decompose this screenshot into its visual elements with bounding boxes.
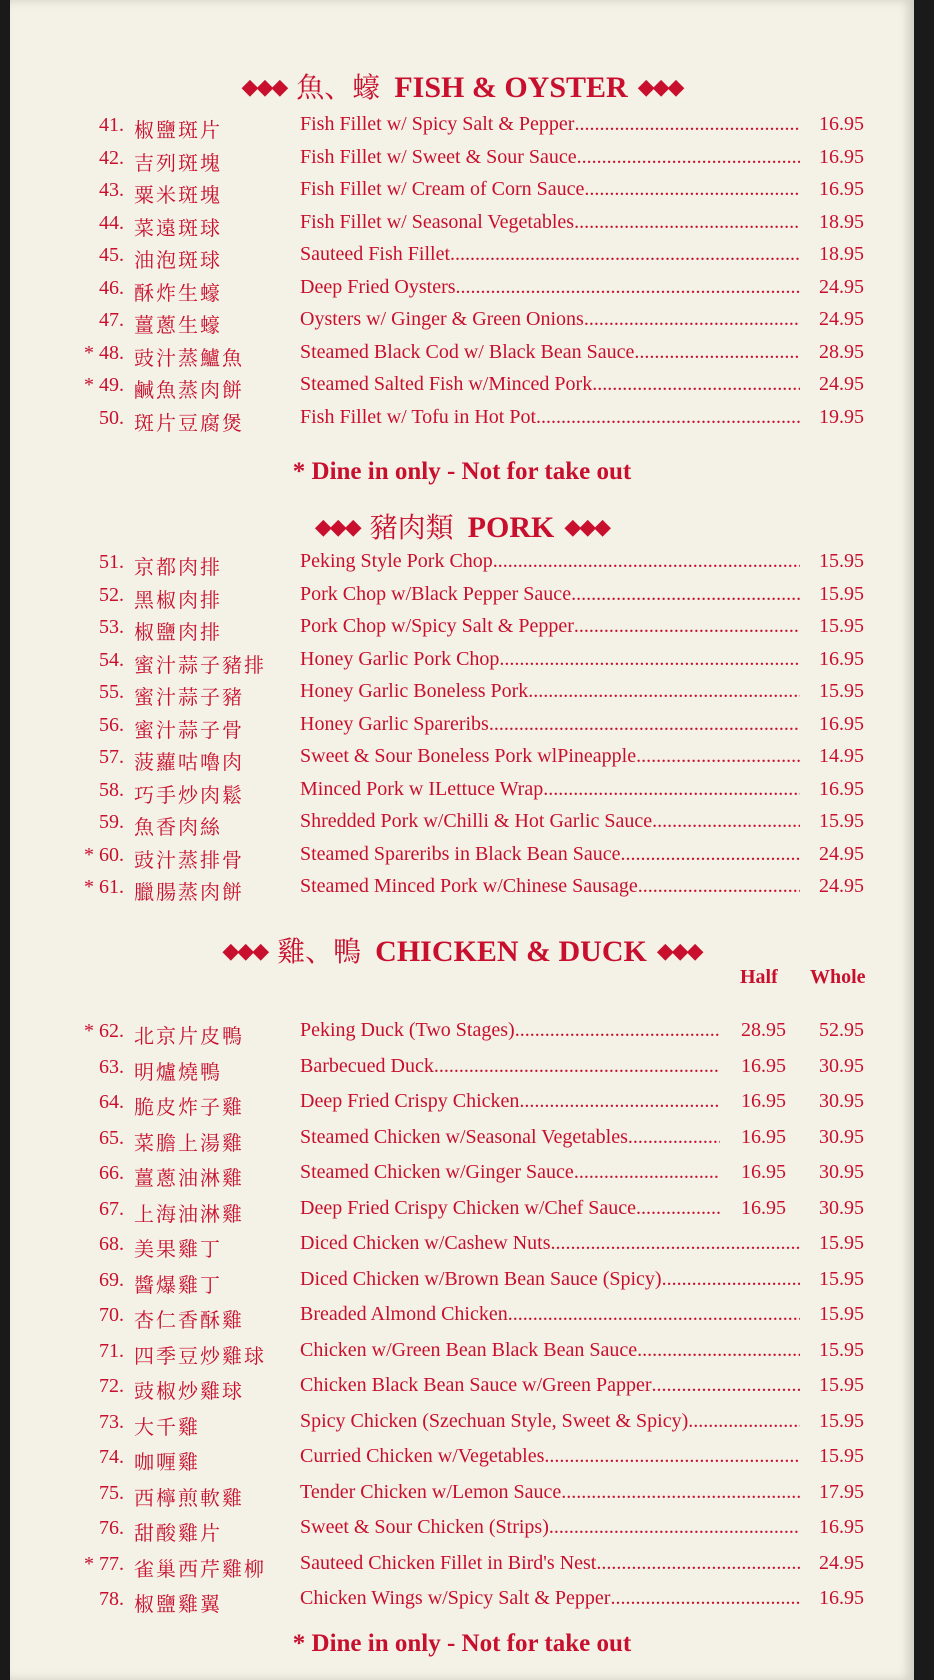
menu-item	[10, 840, 914, 872]
item-number: 45.	[99, 244, 124, 266]
dot-leader	[549, 1516, 800, 1539]
item-name-en-text: Fish Fillet w/ Seasonal Vegetables	[300, 210, 575, 233]
item-price: 15.95	[819, 1338, 864, 1361]
price-whole: 30.95	[819, 1090, 864, 1112]
dot-leader	[638, 875, 800, 898]
item-number: 52.	[99, 583, 124, 606]
item-name-en-text: Tender Chicken w/Lemon Sauce	[300, 1480, 562, 1503]
item-name-cn: 椒鹽肉排	[134, 622, 222, 644]
diamond-ornament-icon: ◆◆◆	[222, 938, 268, 963]
item-name-cn: 菜遠斑球	[134, 217, 222, 240]
dot-leader	[519, 1090, 720, 1113]
item-name-en	[300, 373, 800, 396]
item-name-en	[300, 1019, 720, 1042]
item-price: 17.95	[819, 1480, 864, 1503]
dine-in-note: * Dine in only - Not for take out	[292, 458, 632, 485]
item-name-cn: 明爐燒鴨	[134, 1061, 222, 1084]
item-name-en	[300, 810, 800, 833]
item-name-en	[300, 1410, 800, 1433]
price-half: 16.95	[741, 1054, 786, 1077]
item-name-cn: 鹹魚蒸肉餅	[134, 380, 244, 402]
item-price: 24.95	[819, 842, 864, 865]
item-name-en-text: Spicy Chicken (Szechuan Style, Sweet & Spicy)	[300, 1409, 689, 1432]
item-name-cn: 椒鹽斑片	[134, 120, 222, 142]
item-name-cn: 豉汁蒸鱸魚	[134, 347, 244, 370]
item-name-cn: 雀巢西芹雞柳	[134, 1558, 266, 1581]
menu-item	[10, 872, 914, 904]
dot-leader	[450, 243, 800, 266]
price-half: 16.95	[741, 1090, 786, 1112]
item-name-cn: 臘腸蒸肉餅	[134, 882, 244, 904]
item-name-cn: 北京片皮鴨	[134, 1026, 244, 1048]
section-title-pork	[10, 506, 914, 546]
dot-leader	[662, 1268, 800, 1291]
item-name-cn: 脆皮炸子雞	[134, 1097, 244, 1119]
item-name-cn: 蜜汁蒜子豬	[134, 687, 244, 709]
item-name-en	[300, 341, 800, 364]
item-name-cn: 吉列斑塊	[134, 152, 222, 175]
item-name-cn: 黑椒肉排	[134, 589, 222, 612]
dot-leader	[571, 583, 800, 606]
dot-leader	[574, 615, 800, 638]
item-name-cn: 上海油淋雞	[134, 1203, 244, 1226]
price-whole: 30.95	[819, 1196, 864, 1219]
menu-item	[10, 1229, 914, 1261]
item-price: 15.95	[819, 1445, 864, 1467]
item-name-cn: 斑片豆腐煲	[134, 412, 244, 435]
section-title-chicken-duck	[10, 930, 914, 970]
item-number: 41.	[99, 114, 124, 136]
item-name-cn: 美果雞丁	[134, 1239, 222, 1261]
item-price: 15.95	[819, 1267, 864, 1290]
item-name-en	[300, 211, 800, 234]
menu-item	[10, 1265, 914, 1297]
item-name-en	[300, 1516, 800, 1539]
dot-leader	[592, 373, 800, 396]
item-number: * 77.	[84, 1552, 124, 1575]
item-name-cn: 蜜汁蒜子豬排	[134, 654, 266, 677]
item-name-en-text: Sweet & Sour Chicken (Strips)	[300, 1516, 549, 1538]
menu-item	[10, 1052, 914, 1084]
item-name-en-text: Fish Fillet w/ Cream of Corn Sauce	[300, 178, 585, 200]
price-whole: 30.95	[819, 1125, 864, 1148]
item-price: 28.95	[819, 340, 864, 363]
menu-item	[10, 305, 914, 337]
item-number: * 62.	[84, 1020, 124, 1042]
dot-leader	[634, 341, 800, 364]
menu-item	[10, 645, 914, 677]
item-name-en-text: Steamed Black Cod w/ Black Bean Sauce	[300, 340, 635, 363]
item-name-cn: 粟米斑塊	[134, 185, 222, 207]
section-title-en: PORK	[467, 511, 555, 544]
item-price: 15.95	[819, 1303, 864, 1325]
diamond-ornament-icon: ◆◆◆	[564, 514, 610, 539]
item-name-en-text: Pork Chop w/Black Pepper Sauce	[300, 582, 572, 605]
item-name-en-text: Steamed Spareribs in Black Bean Sauce	[300, 842, 621, 865]
item-price: 15.95	[819, 1232, 864, 1254]
item-number: 43.	[99, 179, 124, 201]
diamond-ornament-icon: ◆◆◆	[241, 74, 287, 99]
item-number: 56.	[99, 713, 124, 736]
item-price: 16.95	[819, 647, 864, 670]
item-name-en-text: Chicken w/Green Bean Black Bean Sauce	[300, 1338, 638, 1361]
menu-page	[10, 0, 914, 1680]
dot-leader	[551, 1232, 800, 1255]
item-name-en-text: Honey Garlic Boneless Pork	[300, 680, 529, 702]
diamond-ornament-icon: ◆◆◆	[656, 938, 702, 963]
item-name-en	[300, 178, 800, 201]
item-name-en	[300, 276, 800, 299]
item-name-en	[300, 680, 800, 703]
item-name-cn: 巧手炒肉鬆	[134, 784, 244, 807]
item-name-en	[300, 1445, 800, 1468]
menu-item	[10, 775, 914, 807]
item-price: 15.95	[819, 680, 864, 702]
item-price: 15.95	[819, 1374, 864, 1396]
section-title-en: FISH & OYSTER	[394, 71, 628, 104]
item-price: 18.95	[819, 243, 864, 265]
item-name-cn: 薑蔥生蠔	[134, 315, 222, 337]
item-name-en	[300, 1268, 800, 1291]
item-name-cn: 咖喱雞	[134, 1452, 200, 1474]
price-half: 28.95	[741, 1019, 786, 1041]
dot-leader	[636, 1197, 720, 1220]
item-name-en-text: Chicken Black Bean Sauce w/Green Papper	[300, 1374, 652, 1396]
item-name-cn: 四季豆炒雞球	[134, 1345, 266, 1368]
item-name-en	[300, 1055, 720, 1078]
item-name-en-text: Honey Garlic Spareribs	[300, 712, 489, 735]
item-name-cn: 酥炸生蠔	[134, 282, 222, 305]
section-title-cn: 豬肉類	[369, 513, 454, 544]
item-name-cn: 蜜汁蒜子骨	[134, 719, 244, 742]
item-number: 46.	[99, 276, 124, 299]
section-title-cn: 雞、鴨	[277, 937, 362, 968]
item-name-en-text: Honey Garlic Pork Chop	[300, 647, 500, 670]
item-number: 57.	[99, 746, 124, 768]
item-number: 68.	[99, 1233, 124, 1255]
price-half: 16.95	[741, 1125, 786, 1148]
item-number: 50.	[99, 406, 124, 429]
item-price: 16.95	[819, 712, 864, 735]
item-name-cn: 豉椒炒雞球	[134, 1381, 244, 1403]
item-price: 16.95	[819, 1587, 864, 1609]
item-name-en-text: Minced Pork w ILettuce Wrap	[300, 777, 544, 800]
price-whole: 30.95	[819, 1161, 864, 1183]
item-name-en-text: Peking Duck (Two Stages)	[300, 1019, 515, 1041]
item-name-en-text: Steamed Chicken w/Ginger Sauce	[300, 1161, 574, 1183]
menu-item	[10, 1123, 914, 1155]
item-name-cn: 魚香肉絲	[134, 817, 222, 839]
item-number: 64.	[99, 1091, 124, 1113]
item-name-cn: 京都肉排	[134, 557, 222, 579]
dot-leader	[584, 308, 800, 331]
menu-item	[10, 370, 914, 402]
menu-item	[10, 143, 914, 175]
item-price: 18.95	[819, 210, 864, 233]
price-whole: 52.95	[819, 1019, 864, 1041]
dine-in-note: * Dine in only - Not for take out	[292, 1630, 632, 1657]
dot-leader	[528, 680, 800, 703]
item-name-en-text: Steamed Salted Fish w/Minced Pork	[300, 373, 593, 395]
menu-item	[10, 1584, 914, 1616]
item-name-cn: 杏仁香酥雞	[134, 1310, 244, 1332]
item-number: * 61.	[84, 876, 124, 898]
item-name-en-text: Pork Chop w/Spicy Salt & Pepper	[300, 615, 574, 637]
item-number: 51.	[99, 551, 124, 573]
item-name-en	[300, 1232, 800, 1255]
item-price: 15.95	[819, 810, 864, 832]
menu-item	[10, 677, 914, 709]
dot-leader	[628, 1126, 720, 1149]
dot-leader	[489, 713, 800, 736]
item-name-en-text: Sweet & Sour Boneless Pork wlPineapple	[300, 745, 637, 767]
item-name-en	[300, 1161, 720, 1184]
item-number: 65.	[99, 1126, 124, 1149]
diamond-ornament-icon: ◆◆◆	[314, 514, 360, 539]
item-price: 15.95	[819, 550, 864, 572]
item-number: 53.	[99, 616, 124, 638]
item-price: 14.95	[819, 745, 864, 767]
item-name-cn: 菜膽上湯雞	[134, 1132, 244, 1155]
price-half: 16.95	[741, 1161, 786, 1183]
menu-item	[10, 403, 914, 435]
item-number: 54.	[99, 648, 124, 671]
item-name-en-text: Diced Chicken w/Brown Bean Sauce (Spicy)	[300, 1267, 662, 1290]
menu-item	[10, 338, 914, 370]
item-name-en-text: Fish Fillet w/ Tofu in Hot Pot	[300, 405, 537, 428]
item-price: 24.95	[819, 275, 864, 298]
item-name-en	[300, 308, 800, 331]
item-number: 75.	[99, 1481, 124, 1504]
menu-item	[10, 1158, 914, 1190]
menu-item	[10, 1407, 914, 1439]
dot-leader	[536, 406, 800, 429]
item-price: 19.95	[819, 405, 864, 428]
item-price: 24.95	[819, 373, 864, 395]
item-number: 59.	[99, 811, 124, 833]
item-price: 24.95	[819, 875, 864, 897]
item-price: 16.95	[819, 1516, 864, 1538]
item-price: 16.95	[819, 777, 864, 800]
item-number: 76.	[99, 1517, 124, 1539]
item-name-cn: 醬爆雞丁	[134, 1274, 222, 1297]
item-name-en	[300, 615, 800, 638]
menu-item	[10, 110, 914, 142]
dot-leader	[652, 810, 800, 833]
item-number: 44.	[99, 211, 124, 234]
diamond-ornament-icon: ◆◆◆	[637, 74, 683, 99]
item-number: * 48.	[84, 341, 124, 364]
item-name-en	[300, 1197, 720, 1220]
item-price: 16.95	[819, 178, 864, 200]
item-number: 63.	[99, 1055, 124, 1078]
item-name-en	[300, 1126, 720, 1149]
dot-leader	[596, 1552, 800, 1575]
item-name-en-text: Fish Fillet w/ Sweet & Sour Sauce	[300, 145, 577, 168]
item-name-en	[300, 648, 800, 671]
dot-leader	[456, 276, 800, 299]
item-name-en	[300, 1587, 800, 1610]
dot-leader	[637, 1339, 800, 1362]
menu-item	[10, 240, 914, 272]
menu-item	[10, 1549, 914, 1581]
item-name-cn: 油泡斑球	[134, 250, 222, 272]
item-name-cn: 西檸煎軟雞	[134, 1487, 244, 1510]
menu-item	[10, 580, 914, 612]
column-header-half: Half	[740, 966, 778, 988]
menu-item	[10, 1371, 914, 1403]
item-name-en-text: Shredded Pork w/Chilli & Hot Garlic Sauce	[300, 810, 653, 832]
item-number: 70.	[99, 1304, 124, 1326]
item-name-en-text: Diced Chicken w/Cashew Nuts	[300, 1232, 551, 1254]
item-name-en	[300, 146, 800, 169]
item-name-en-text: Deep Fried Crispy Chicken	[300, 1090, 520, 1112]
menu-item	[10, 1442, 914, 1474]
item-name-cn: 豉汁蒸排骨	[134, 849, 244, 872]
item-name-en	[300, 113, 800, 136]
item-name-en-text: Steamed Minced Pork w/Chinese Sausage	[300, 875, 638, 897]
item-name-en-text: Breaded Almond Chicken	[300, 1303, 508, 1325]
item-name-en	[300, 875, 800, 898]
item-number: * 49.	[84, 374, 124, 396]
menu-item	[10, 1194, 914, 1226]
item-name-en-text: Sauteed Fish Fillet	[300, 243, 450, 265]
dot-leader	[584, 178, 800, 201]
menu-item	[10, 547, 914, 579]
dot-leader	[574, 1161, 720, 1184]
menu-item	[10, 1513, 914, 1545]
dot-leader	[610, 1587, 800, 1610]
dot-leader	[499, 648, 800, 671]
item-number: 42.	[99, 146, 124, 169]
item-number: 69.	[99, 1268, 124, 1291]
dot-leader	[508, 1303, 800, 1326]
menu-item	[10, 612, 914, 644]
dot-leader	[543, 778, 800, 801]
item-price: 15.95	[819, 615, 864, 637]
price-half: 16.95	[741, 1196, 786, 1219]
dot-leader	[574, 211, 800, 234]
dot-leader	[493, 550, 800, 573]
dot-leader	[620, 843, 800, 866]
item-price: 16.95	[819, 113, 864, 135]
item-name-en	[300, 1339, 800, 1362]
dot-leader	[544, 1445, 800, 1468]
item-name-cn: 菠蘿咕嚕肉	[134, 752, 244, 774]
item-number: 55.	[99, 681, 124, 703]
dot-leader	[574, 113, 800, 136]
menu-item	[10, 1478, 914, 1510]
item-name-en	[300, 713, 800, 736]
item-number: 66.	[99, 1162, 124, 1184]
item-name-en	[300, 550, 800, 573]
item-name-en	[300, 745, 800, 768]
item-name-cn: 大千雞	[134, 1416, 200, 1439]
item-name-en	[300, 1374, 800, 1397]
item-name-cn: 甜酸雞片	[134, 1523, 222, 1545]
dot-leader	[434, 1055, 720, 1078]
item-name-en	[300, 1090, 720, 1113]
item-number: 47.	[99, 309, 124, 331]
menu-item	[10, 1087, 914, 1119]
item-name-en-text: Deep Fried Crispy Chicken w/Chef Sauce	[300, 1196, 637, 1219]
item-name-en	[300, 778, 800, 801]
item-name-en	[300, 1303, 800, 1326]
item-name-en-text: Peking Style Pork Chop	[300, 550, 493, 572]
menu-item	[10, 807, 914, 839]
menu-item	[10, 710, 914, 742]
item-name-en-text: Steamed Chicken w/Seasonal Vegetables	[300, 1125, 628, 1148]
menu-item	[10, 1300, 914, 1332]
item-name-en	[300, 1552, 800, 1575]
item-number: * 60.	[84, 843, 124, 866]
item-number: 67.	[99, 1197, 124, 1220]
item-name-en-text: Deep Fried Oysters	[300, 275, 456, 298]
item-name-en-text: Barbecued Duck	[300, 1054, 434, 1077]
section-title-cn: 魚、蠔	[296, 73, 381, 104]
dot-leader	[636, 745, 800, 768]
menu-item	[10, 742, 914, 774]
price-whole: 30.95	[819, 1054, 864, 1077]
item-price: 24.95	[819, 308, 864, 330]
dot-leader	[577, 146, 800, 169]
item-price: 16.95	[819, 145, 864, 168]
item-name-en-text: Oysters w/ Ginger & Green Onions	[300, 308, 584, 330]
item-name-en-text: Sauteed Chicken Fillet in Bird's Nest	[300, 1551, 597, 1574]
item-price: 24.95	[819, 1551, 864, 1574]
dot-leader	[515, 1019, 720, 1042]
menu-item	[10, 273, 914, 305]
item-number: 74.	[99, 1446, 124, 1468]
menu-item	[10, 1336, 914, 1368]
item-name-en	[300, 243, 800, 266]
item-price: 15.95	[819, 582, 864, 605]
item-name-en	[300, 843, 800, 866]
dot-leader	[688, 1410, 800, 1433]
item-name-en	[300, 583, 800, 606]
item-number: 71.	[99, 1339, 124, 1362]
section-title-en: CHICKEN & DUCK	[375, 935, 647, 968]
column-header-whole: Whole	[810, 966, 866, 988]
item-number: 73.	[99, 1410, 124, 1433]
item-number: 58.	[99, 778, 124, 801]
menu-item	[10, 175, 914, 207]
menu-item	[10, 208, 914, 240]
item-name-cn: 薑蔥油淋雞	[134, 1168, 244, 1190]
dot-leader	[561, 1481, 800, 1504]
section-title-fish-oyster	[10, 66, 914, 106]
menu-item	[10, 1016, 914, 1048]
item-name-en-text: Chicken Wings w/Spicy Salt & Pepper	[300, 1587, 611, 1609]
item-number: 78.	[99, 1588, 124, 1610]
item-name-en-text: Fish Fillet w/ Spicy Salt & Pepper	[300, 113, 575, 135]
item-name-cn: 椒鹽雞翼	[134, 1594, 222, 1616]
item-number: 72.	[99, 1375, 124, 1397]
item-name-en-text: Curried Chicken w/Vegetables	[300, 1445, 545, 1467]
item-price: 15.95	[819, 1409, 864, 1432]
item-name-en	[300, 406, 800, 429]
item-name-en	[300, 1481, 800, 1504]
dot-leader	[652, 1374, 800, 1397]
